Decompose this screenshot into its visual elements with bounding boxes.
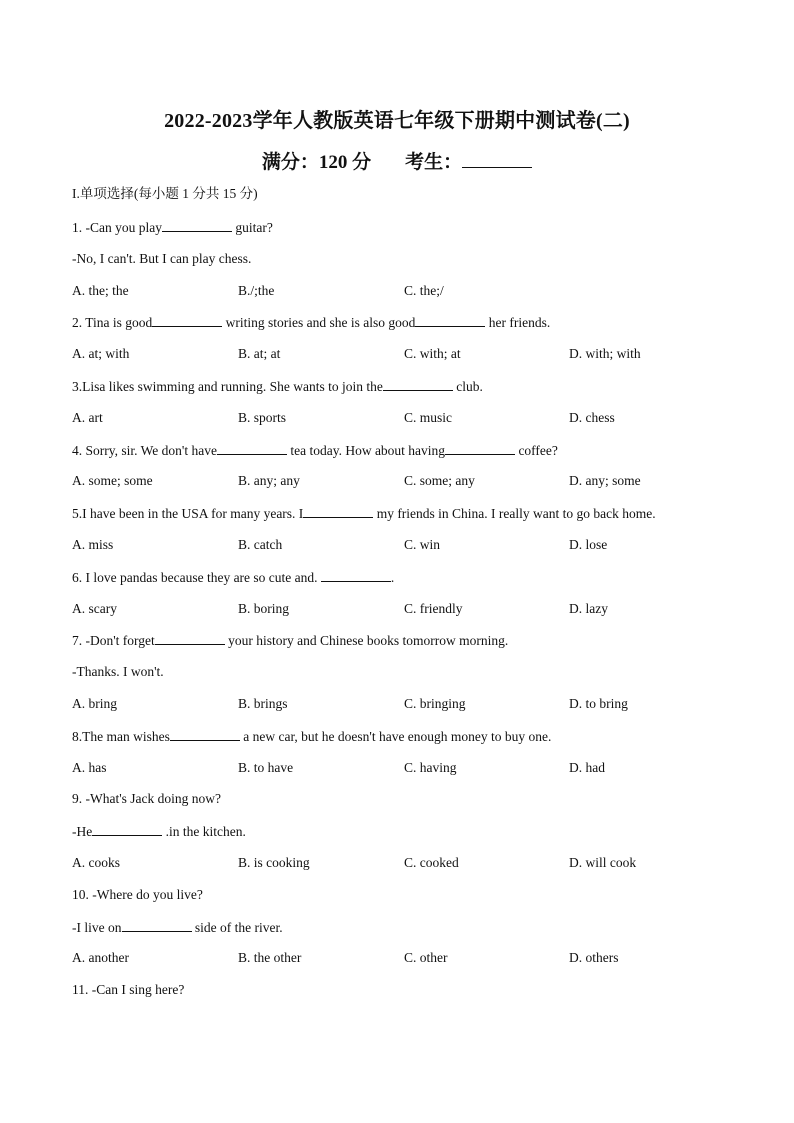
option-c[interactable]: C. win bbox=[404, 537, 441, 552]
answer-blank[interactable] bbox=[217, 442, 287, 455]
option-d[interactable]: D. chess bbox=[569, 410, 615, 425]
stem-text: 3.Lisa likes swimming and running. She wants to join the bbox=[72, 379, 383, 394]
option-d[interactable]: D. had bbox=[569, 760, 605, 775]
question-7-stem bbox=[72, 632, 508, 649]
question-5-stem bbox=[72, 505, 656, 522]
question-3-stem bbox=[72, 378, 483, 395]
stem-text: 1. -Can you play bbox=[72, 220, 162, 235]
stem-text: my friends in China. I really want to go back home. bbox=[376, 506, 656, 521]
student-label: 考生： bbox=[405, 152, 463, 173]
question-9-reply bbox=[72, 823, 246, 840]
option-a[interactable]: A. miss bbox=[72, 537, 114, 552]
answer-blank[interactable] bbox=[445, 442, 515, 455]
section-heading: I.单项选择(每小题 1 分共 15 分) bbox=[72, 186, 258, 201]
question-10-stem: 10. -Where do you live? bbox=[72, 887, 203, 902]
option-a[interactable]: A. art bbox=[72, 410, 103, 425]
stem-text: guitar? bbox=[235, 220, 273, 235]
option-a[interactable]: A. cooks bbox=[72, 855, 120, 870]
option-b[interactable]: B. boring bbox=[238, 601, 290, 616]
option-b[interactable]: B. is cooking bbox=[238, 855, 310, 870]
answer-blank[interactable] bbox=[170, 728, 240, 741]
answer-blank[interactable] bbox=[303, 505, 373, 518]
option-c[interactable]: C. having bbox=[404, 760, 457, 775]
answer-blank[interactable] bbox=[155, 632, 225, 645]
option-b[interactable]: B. to have bbox=[238, 760, 294, 775]
question-2-stem bbox=[72, 314, 550, 331]
stem-text: . bbox=[390, 570, 395, 585]
option-d[interactable]: D. lose bbox=[569, 537, 608, 552]
option-c[interactable]: C. with; at bbox=[404, 346, 461, 361]
question-8-stem bbox=[72, 728, 551, 745]
stem-text: tea today. How about having bbox=[290, 443, 446, 458]
option-d[interactable]: D. lazy bbox=[569, 601, 608, 616]
option-a[interactable]: A. at; with bbox=[72, 346, 130, 361]
option-d[interactable]: D. will cook bbox=[569, 855, 637, 870]
answer-blank[interactable] bbox=[122, 919, 192, 932]
option-c[interactable]: C. bringing bbox=[404, 696, 466, 711]
page-title: 2022-2023学年人教版英语七年级下册期中测试卷(二) bbox=[164, 110, 630, 132]
question-4-stem bbox=[72, 442, 558, 459]
stem-text: your history and Chinese books tomorrow morning. bbox=[228, 633, 509, 648]
option-a[interactable]: A. scary bbox=[72, 601, 117, 616]
option-c[interactable]: C. cooked bbox=[404, 855, 459, 870]
question-10-reply bbox=[72, 919, 283, 936]
question-1-stem bbox=[72, 219, 273, 236]
stem-text: 5.I have been in the USA for many years. I bbox=[72, 506, 304, 521]
option-b[interactable]: B./;the bbox=[238, 283, 275, 298]
answer-blank[interactable] bbox=[415, 314, 485, 327]
option-b[interactable]: B. catch bbox=[238, 537, 283, 552]
option-c[interactable]: C. the;/ bbox=[404, 283, 444, 298]
option-b[interactable]: B. at; at bbox=[238, 346, 281, 361]
option-c[interactable]: C. some; any bbox=[404, 473, 475, 488]
answer-blank[interactable] bbox=[383, 378, 453, 391]
option-c[interactable]: C. music bbox=[404, 410, 453, 425]
answer-blank[interactable] bbox=[152, 314, 222, 327]
answer-blank[interactable] bbox=[321, 569, 391, 582]
option-a[interactable]: A. another bbox=[72, 950, 129, 965]
stem-text: coffee? bbox=[518, 443, 558, 458]
question-6-stem bbox=[72, 569, 394, 586]
stem-text: 7. -Don't forget bbox=[72, 633, 155, 648]
stem-text: a new car, but he doesn't have enough money to buy one. bbox=[243, 729, 552, 744]
stem-text: -He bbox=[72, 824, 93, 839]
question-1-reply: -No, I can't. But I can play chess. bbox=[72, 251, 252, 266]
question-9-stem: 9. -What's Jack doing now? bbox=[72, 791, 222, 806]
student-name-blank[interactable] bbox=[462, 151, 532, 168]
stem-text: .in the kitchen. bbox=[165, 824, 246, 839]
option-b[interactable]: B. sports bbox=[238, 410, 287, 425]
option-c[interactable]: C. friendly bbox=[404, 601, 463, 616]
stem-text: 6. I love pandas because they are so cute and. bbox=[72, 570, 318, 585]
option-d[interactable]: D. with; with bbox=[569, 346, 641, 361]
option-b[interactable]: B. any; any bbox=[238, 473, 300, 488]
option-b[interactable]: B. the other bbox=[238, 950, 302, 965]
option-d[interactable]: D. any; some bbox=[569, 473, 641, 488]
stem-text: club. bbox=[456, 379, 483, 394]
question-7-reply: -Thanks. I won't. bbox=[72, 664, 164, 679]
stem-text: side of the river. bbox=[194, 920, 283, 935]
stem-text: 8.The man wishes bbox=[72, 729, 170, 744]
option-d[interactable]: D. others bbox=[569, 950, 619, 965]
stem-text: -I live on bbox=[72, 920, 122, 935]
stem-text: writing stories and she is also good bbox=[225, 315, 416, 330]
option-c[interactable]: C. other bbox=[404, 950, 448, 965]
answer-blank[interactable] bbox=[162, 219, 232, 232]
stem-text: her friends. bbox=[488, 315, 551, 330]
option-b[interactable]: B. brings bbox=[238, 696, 288, 711]
stem-text: 4. Sorry, sir. We don't have bbox=[72, 443, 217, 458]
question-11-stem: 11. -Can I sing here? bbox=[72, 982, 185, 997]
score-line bbox=[0, 147, 794, 174]
full-score: 满分：120 分 bbox=[261, 152, 372, 173]
answer-blank[interactable] bbox=[92, 823, 162, 836]
option-a[interactable]: A. some; some bbox=[72, 473, 153, 488]
stem-text: 2. Tina is good bbox=[72, 315, 153, 330]
option-a[interactable]: A. bring bbox=[72, 696, 117, 711]
option-a[interactable]: A. has bbox=[72, 760, 107, 775]
option-d[interactable]: D. to bring bbox=[569, 696, 628, 711]
option-a[interactable]: A. the; the bbox=[72, 283, 129, 298]
